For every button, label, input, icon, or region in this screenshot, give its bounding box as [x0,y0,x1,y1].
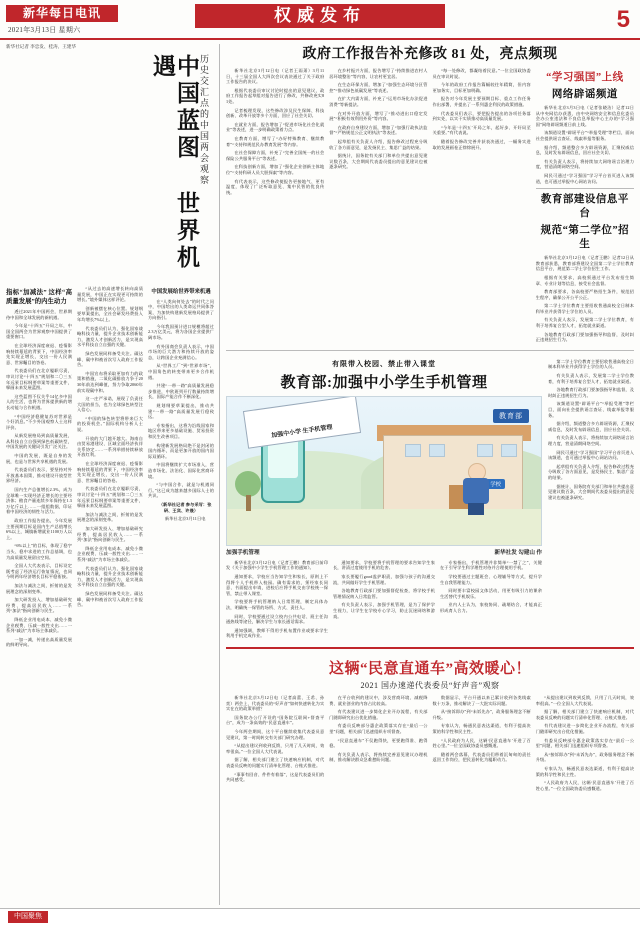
story-edu-title: 教育部:加强中小学生手机管理 [280,374,488,391]
section-banner-title: 权威发布 [195,4,445,28]
story-bus-title: 这辆“民意直通车”高效暖心！ [328,660,531,677]
story-edu-columns [226,560,542,642]
story-bus-columns [226,695,634,794]
page-number: 5 [616,6,630,33]
page-footer [0,908,640,925]
divider-red [226,647,634,649]
masthead [0,0,640,40]
illustration-window [405,444,421,457]
lead-subheadline: 历史交汇点的中国两会观察 [199,54,209,186]
lead-body-2: “从过去的高速增长转向高质量发展，中国正在实现更可持续的增长。”境外媒体这样评论。 创新被摆在核心位置。规划纲要草案提出，全社会研发经费投入年均增长7%以上。 代表委员们认为，强化国家战略科技力量，提升企业技术创新能力，激发人才创新活力，是实现高水平科技自立自强的关键。 绿色发展同样备受关注。碳达峰、碳中和被首次写入政府工作报告。 中国宣布将采取更加有力的政策和措施，二氧化碳排放力争于2030年前达到峰值，努力争取2060年前实现碳中和。 这一庄严承诺，展现了负责任大国的担当，也为全球绿色转型注入信心。 “中国的绿色转型将带来巨大的投资机会。”国际机构分析人士说。 开放的大门越开越大。海南自由贸易港建设、区域全面经济伙伴关系协定……一系列举措持续释放开放红利。 在全球经济深度衰退、疫情影响持续蔓延的背景下，中国经济率先实现正增长，交出一份人民满意、世界瞩目的答卷。 代表委员们在北京履职尽责，审议讨论“十四五”规划和二〇三五年远景目标纲要草案等重要文件，擘画未来发展蓝图。 加法与减法之间，折射的是发展理念的深刻变革。 加大研发投入、增加基础研究经费、提高居民收入……一系列“加法”指向创新与民生。 降低企业用电成本、减免小微企业税费、压减一般性支出……一系列“减法”为市场主体减负。 代表委员们认为，强化国家战略科技力量，提升企业技术创新能力，激发人才创新活力，是实现高水平科技自立自强的关键。 绿色发展同样备受关注。碳达峰、碳中和被首次写入政府工作报告。 [77,286,143,608]
lead-body-3: 在“人类向何处去”的时代之问中，中国给出的人类命运共同体答案，为加快构建新发展格局提供了方向指引。 今年我国预计进口规模将超过2.3万亿美元，将为各国企业提供广阔市场。 有外国商会负责人表示，中国市场的巨大潜力和持续开放的姿态，让跨国企业充满信心。 从“世界工厂”到“世界市场”，中国角色的转变带来更多合作机遇。 共建“一带一路”高质量发展稳步推进，中欧班列开行数量持续增长，国际产能合作不断深化。 规划纲要草案提出，推动共建“一带一路”高质量发展行稳致远。 专家指出，这将为沿线国家和地区带来更多基础设施、贸易投资和民生改善项目。 构建新发展格局绝不是封闭的国内循环，而是更加开放的国内国际双循环。 中国将继续扩大市场准入，营造市场化、法治化、国际化营商环境。 “与中国合作，就是与机遇同行。”这已成为越来越多国际人士的共识。 （新华社记者 参与采写：张研、王宾、许晟） 新华社北京3月11日电 [148,298,214,522]
sidebar-item-1-title-1: 教育部建设信息平台 [540,194,629,220]
sidebar-divider-0 [536,188,634,189]
sidebar-item-1-body: 新华社北京3月12日电（记者王鹏）记者12日从教育部获悉，教育部将建设全国第二学士学位教育信息平台，规范第二学士学位招生工作。 根据有关要求，高校须通过平台发布招生简章、专业计划等信息，接受社会监督。 教育部要求，各高校要严格招生条件，规范招生程序，确保公开公平公正。 第二学士学位教育主要招收普通高校全日制本科毕业并获得学士学位的人员。 有关负责人表示，发展第二学士学位教育，有利于培养复合型人才，拓宽就业渠道。 各地教育行政部门要加强指导和监督，及时纠正违规招生行为。 [535,255,634,343]
story-public-opinion-bus [226,653,634,794]
left-column-zone [6,44,220,905]
sidebar-item-0-title-2: 网络辟谣频道 [551,89,618,100]
publication-logo: 新华每日电讯 [6,5,118,22]
story-edu-col-3: 专家指出，手机管理并非简单“一禁了之”，关键在于引导学生科学理性对待并合理使用手机。 学校要通过主题班会、心理辅导等方式，提升学生自我管理能力。 同时要丰富校园文体活动，用更有吸引力的课余生活替代手机娱乐。 业内人士认为，家校协同、疏堵结合，才能真正形成育人合力。 [440,559,542,613]
lead-kicker: 指标“加减法” 这样“高质量发展”的内生动力 [6,289,72,305]
sidebar-item-0-body: 新华社北京3月3日电（记者张晓洁）记者12日从中央网信办获悉，由中央网络安全和信息化委员会办公室违法和不良信息举报中心主办的“学习强国”网络辟谣频道日前上线。 该频道设置“辟谣平台”“举报受理”等栏目，面向社会提供谣言查证、线索举报等服务。 据介绍，频道整合多方辟谣资源，汇聚权威信息，及时发布辟谣信息，回应社会关切。 有关负责人表示，将持续加大网络谣言治理力度，营造清朗网络空间。 网民可通过“学习强国”学习平台首页进入该频道，也可通过举报中心网站访问。 [535,105,634,184]
sidebar-item-0 [536,68,634,346]
story-bus-col-3: 数据显示，平台开通以来已累计收到各类线索数十万条，推动解决了一大批实际问题。 从“接诉即办”到“未诉先办”，政务服务理念不断升级。 专家认为，畅通民意表达渠道，有利于提高决策的科学性和民主性。 “人民政府为人民，这辆‘民意直通车’开进了百姓心里。”一位全国政协委员感慨道。 随着两会落幕，代表委员们带着沉甸甸的责任返回工作岗位，把民意转化为履职动力。 [432,694,531,763]
story-report-title: 政府工作报告补充修改 81 处，亮点频现 [302,47,558,62]
story-report-col-1: 新华社北京3月12日电（记者王雨萧）3月11日，十三届全国人大四次会议表决通过了关于政府工作报告的决议。 根据代表委员审议讨论时提出的意见建议，政府工作报告起草组对报告进行了修改，共修改充实81处。 记者梳理发现，这些修改涉及民生保障、科技创新、改革开放等多个方面，回应了社会关切。 在就业方面，报告增加了“促进市场化社会化就业”等表述，进一步明确政策着力点。 在教育方面，增写了“办好特殊教育、继续教育”“支持和规范民办教育发展”等内容。 在社会保障方面，补充了“完善全国统一的社会保险公共服务平台”等表述。 在科技创新方面，增加了“强化企业创新主体地位”“支持科研人员大胆探索”等内容。 有代表表示，这些修改使报告更接地气、更有温度，体现了广泛听取意见、集中民智的优良传统。 [226,68,325,195]
story-edu-illustration [226,396,542,546]
story-report-col-3: “每一处修改，都凝结着民意。”一位全国政协委员在审议时说。 今年的政府工作报告篇幅较往年精简，但内容更加务实，目标更加明确。 报告对今年发展主要预期目标、重点工作任务作出部署，并提出了一系列惠企利民的政策措施。 代表委员们表示，要把报告提出的各项任务落到实处，以实干实绩推动高质量发展。 “今年是‘十四五’开局之年，起好步、开好局至关重要。”有代表说。 随着报告修改完善并获表决通过，一幅务实进取的发展画卷正徐徐展开。 [432,68,531,150]
illustration-window [501,444,517,457]
illustration-ground [227,509,541,545]
lead-headline: 中国蓝图 世界机遇 [149,54,199,272]
issue-date: 2021年3月13日 星期六 [8,26,81,34]
sidebar-item-1-title-2: 规范“第二学位”招生 [540,225,630,251]
story-report-col-2: 在乡村振兴方面，报告增写了“持续推进农村人居环境整治”等内容，让农村更宜居。 在生态环保方面，增加了“加强生态环境分区管控”“推动绿色低碳发展”等表述。 在扩大内需方面，补充了“运用市场化办法促进消费”等新提法。 在对外开放方面，增写了“推动进出口稳定发展”“积极有效利用外资”等内容。 在政府自身建设方面，增加了“加强行政执法监督”“严格规范公正文明执法”等表述。 起草组有关负责人介绍，报告修改过程充分吸收了各方面意见，是发扬民主、集思广益的结果。 据统计，国务院有关部门和单位共提出意见建议数百条，大会期间代表委员提出的意见建议也被逐条研究。 [329,68,428,170]
story-government-report [226,44,634,346]
illustration-student [463,463,489,515]
illustration-caption-right: 新华社发 勾建山 作 [494,549,542,556]
illustration-school-badge: 学校 [486,479,505,489]
illustration-caption-left: 加强手机管理 [226,549,260,556]
page-body [0,40,640,905]
lead-text-columns [6,286,214,651]
lead-intro: 透过2021年中国两会，世界期待中国和全球发展的新机遇。 今年是“十四五”开局之年，中国全国两会为世界观察中国提供了重要窗口。 在全球经济深度衰退、疫情影响持续蔓延的背景下，中国经济率先实现正增长，交出一份人民满意、世界瞩目的答卷。 代表委员们在北京履职尽责，审议讨论“十四五”规划和二〇三五年远景目标纲要草案等重要文件，擘画未来发展蓝图。 这些蓝图不仅关乎14亿多中国人的生活，也将为世界提供新的增长动能与合作机遇。 “中国经济稳健复苏对世界是个好消息。”不少外国观察人士这样评价。 从新发展格局到高质量发展，从科技自立自强到绿色低碳转型，中国发展的关键词引发广泛关注。 中国的发展，既是自身的发展，也是与世界共享机遇的发展。 代表委员们表示，要坚持对外开放基本国策，推动建设开放型世界经济。 国内生产总值增长2.3%，成为全球唯一实现经济正增长的主要经济体；粮食产量连续多年保持在1.3万亿斤以上……一组组数据，印证着中国经济的韧性与活力。 政府工作报告提出，今年发展主要预期目标是国内生产总值增长6%以上，城镇新增就业1100万人以上。 “6%以上”的目标，体现了稳字当头、稳中求进的工作总基调，也为高质量发展留出空间。 全国人大代表表示，目标设定既考虑了经济运行恢复情况，也同今明两年经济增长目标平稳衔接。 加法与减法之间，折射的是发展理念的深刻变革。 加大研发投入、增加基础研究经费、提高居民收入……一系列“加法”指向创新与民生。 降低企业用电成本、减免小微企业税费、压减一般性支出……一系列“减法”为市场主体减负。 一加一减，传递出高质量发展的鲜明导向。 [6,309,72,648]
story-edu-col-1: 新华社北京3月12日电（记者王鹏）教育部日前印发《关于加强中小学生手机管理工作的通知》。 通知要求，学校应当告知学生和家长，原则上不得将个人手机带入校园。确有需求的，须经家长同意、书面提出申请，进校后应将手机交由学校统一保管，禁止带入课堂。 学校要将手机管理纳入日常管理，制定具体办法，明确统一保管的场所、方式、责任人。 同时，学校要通过设立校内公共电话、班主任沟通热线等途径，解决学生与家长通话需求。 通知强调，教师不得用手机布置作业或要求学生利用手机完成作业。 [226,559,328,639]
illustration-window [429,444,445,457]
story-bus-col-1: 新华社北京3月12日电（记者高蕾、王希、孙奕）两会上，代表委员的“好声音”如何快速转化为实实在在的政策举措？ 国务院办公厅开设的“国务院互联网+督查平台”，成为一条高效的“民意直通车”。 今年两会期间，这个平台继续收集代表委员意见建议，第一时间转交有关部门研究办理。 “从提出建议到收到反馈，只用了几天时间，效率很高。”一位全国人大代表说。 据了解，相关部门建立了快速响应机制，对代表委员反映的问题实行清单化管理、台账式推进。 “事事有回音、件件有着落”，这是代表委员们的共同感受。 [226,694,325,783]
story-bus-subtitle: 2021 国办速递代表委员“好声音”观察 [360,680,500,690]
story-edu-kicker: 有限带入校园、禁止带入课堂 [332,359,436,368]
illustration-ministry-badge: 教育部 [493,409,529,423]
story-bus-col-2: 在平台收到的建议中，涉及营商环境、减税降费、就业创业的内容占比较高。 有代表建议进一步简化企业开办流程，有关部门随即研究出台优化措施。 有委员反映部分惠企政策落实存在“最后一公里”问题，相关部门迅速组织专项督查。 “民意直通车”不仅跑得快，更要跑得准、跑得稳。 有关负责人表示，将持续完善意见建议办理机制，推动解决群众急难愁盼问题。 [329,694,428,763]
tree-icon [235,471,261,511]
sidebar-continued: 第二学士学位教育主要招收普通高校全日制本科毕业并获得学士学位的人员。 有关负责人表示，发展第二学士学位教育，有利于培养复合型人才，拓宽就业渠道。 各地教育行政部门要加强指导和监督，及时纠正违规招生行为。 该频道设置“辟谣平台”“举报受理”等栏目，面向社会提供谣言查证、线索举报等服务。 据介绍，频道整合多方辟谣资源，汇聚权威信息，及时发布辟谣信息，回应社会关切。 有关负责人表示，将持续加大网络谣言治理力度，营造清朗网络空间。 网民可通过“学习强国”学习平台首页进入该频道，也可通过举报中心网站访问。 起草组有关负责人介绍，报告修改过程充分吸收了各方面意见，是发扬民主、集思广益的结果。 据统计，国务院有关部门和单位共提出意见建议数百条，大会期间代表委员提出的意见建议也被逐条研究。 [548,358,634,500]
illustration-window [477,444,493,457]
illustration-caption [226,548,542,556]
story-education [226,359,634,642]
divider-1 [226,350,634,351]
sidebar-item-0-title-1: “学习强国”上线 [546,72,624,83]
story-bus-col-4: “从提出建议到收到反馈，只用了几天时间，效率很高。”一位全国人大代表说。 据了解，相关部门建立了快速响应机制，对代表委员反映的问题实行清单化管理、台账式推进。 有代表建议进一步简化企业开办流程，有关部门随即研究出台优化措施。 有委员反映部分惠企政策落实存在“最后一公里”问题，相关部门迅速组织专项督查。 从“接诉即办”到“未诉先办”，政务服务理念不断升级。 专家认为，畅通民意表达渠道，有利于提高决策的科学性和民主性。 “人民政府为人民，这辆‘民意直通车’开进了百姓心里。”一位全国政协委员感慨道。 [535,694,634,791]
story-report-columns [226,68,634,346]
story-edu-col-2: 通知要求，学校要将手机管理的要求告知学生家长，讲清过度使用手机的危害。 家长要履行good监护职责，加强与孩子的沟通交流，共同做好学生手机管理。 各地教育行政部门要加强督促检查，将学校手机管理情况纳入日常监管。 有关负责人表示，加强手机管理，是为了保护学生视力，让学生在学校专心学习，防止沉迷网络和游戏。 [333,559,435,619]
lead-headline-block [6,52,214,286]
right-column-zone [220,44,634,905]
footer-brand: 中国聚焦 [8,911,48,923]
illustration-placard-text: 加强中小学 生手机管理 [271,424,333,440]
lead-byline: 新华社记者 李忠发、桂涛、王建华 [6,44,77,49]
left-section2-title: 中国发展给世界带来机遇 [151,289,211,295]
